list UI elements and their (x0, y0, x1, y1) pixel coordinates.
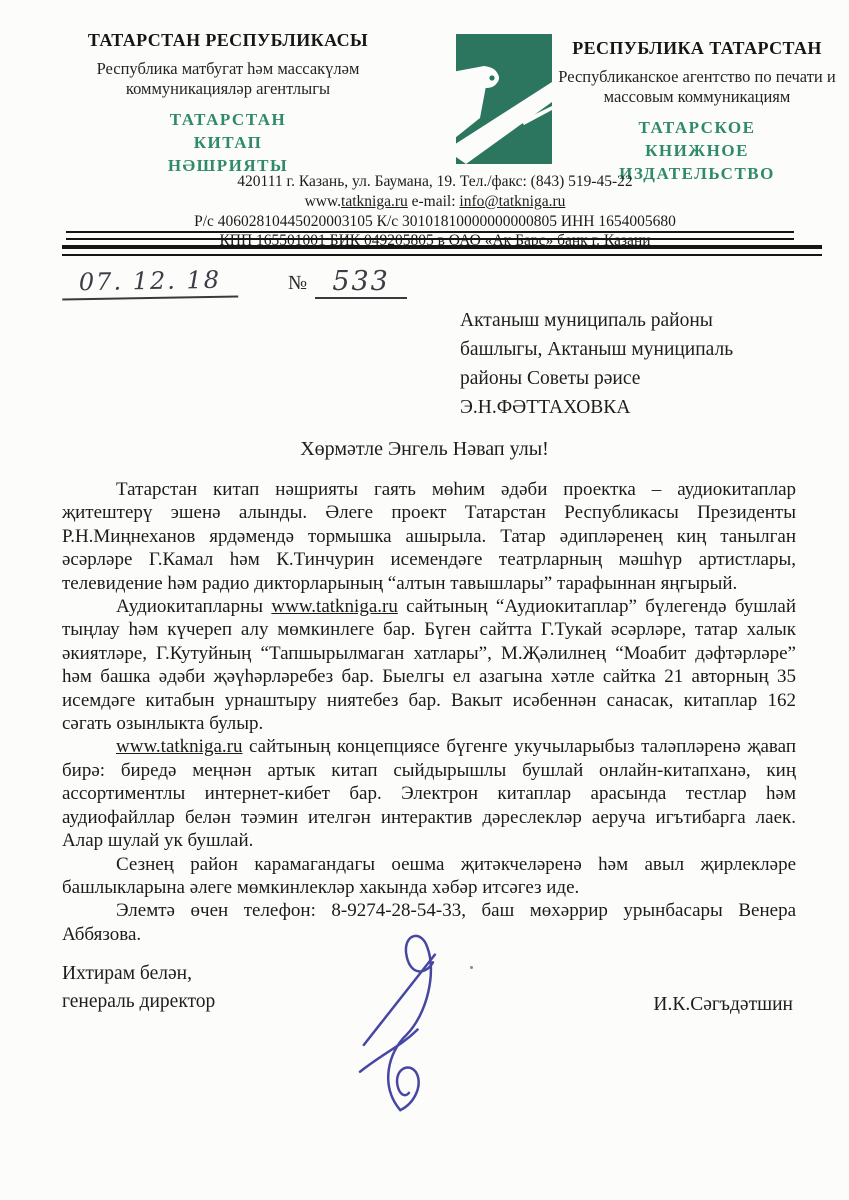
recipient-line: Актаныш муниципаль районы (460, 310, 713, 331)
bank-details-line: КПП 165501001 БИК 049205805 в ОАО «Ак Барс» банк г. Казани (219, 232, 651, 250)
paragraph-contact-phone: Элемтә өчен телефон: 8-9274-28-54-33, баш мөхәррир урынбасары Венера Аббязова. (62, 900, 796, 945)
salutation: Хөрмәтле Энгель Нәвап улы! (300, 438, 549, 460)
postal-address-line: 420111 г. Казань, ул. Баумана, 19. Тел./факс: (843) 519-45-22 (237, 173, 633, 190)
closing-line: Ихтирам белән, (62, 963, 192, 984)
site-link-text: www.tatkniga.ru (271, 596, 398, 618)
agency-name-russian: Республиканское агентство по печати и массовым коммуникациям (558, 67, 836, 107)
publisher-name-tatar-line2: КИТАП (193, 133, 263, 153)
publisher-bird-logo-icon (420, 26, 570, 172)
director-name: И.К.Сәгъдәтшин (653, 994, 793, 1015)
paragraph-text: сайтының “Аудиокитаплар” бүлегендә бушлай тыңлау һәм күчереп алу мөмкинлеге бар. Бүген сайтта Г.Тукай әсәрләре, татар халык әкиятләре, Г.Кутуйның “Тапшырылмаган хатлары”, М.Җәлилнең “Моабит дәфтәрләре” һәм башка әдәби җәүһәрләребез бар. Быелгы ел азагына хәтле сайтка 21 авторның 35 исемдәге китабын урнаштыру ниятебез бар. Вакыт исәбеннән санасак, китаплар 162 сәгать озынлыкта булыр. (62, 596, 797, 735)
recipient-block (460, 306, 733, 422)
paragraph-audiobook-project: Татарстан китап нәшрияты гаять мөһим әдәби проектка – аудиокитаплар җитештерү эшенә алынды. Әлеге проект Татарстан Республикасы Президенты Р.Н.Миңнеханов ярдәмендә тормышка ашырыла. Татар әдипләренең киң танылган әсәрләре Г.Камал һәм К.Тинчурин исемендәге театрларның мәшһүр артистлары, телевидение һәм радио дикторларының “алтын тавышлары” тарафыннан яңгырый. (62, 479, 796, 594)
publisher-name-tatar-line1: ТАТАРСТАН (169, 110, 287, 130)
paragraph-text: Аудиокитапларны (116, 596, 272, 618)
publisher-name-russian-line3: ИЗДАТЕЛЬСТВО (619, 164, 775, 184)
paragraph-text: сайтының концепциясе бүгенге укучыларыбыз таләпләренә җавап бирә: биредә меңнән артык китап сыйдырышлы бушлай онлайн-китапханә, киң ассортиментлы интернет-кибет бар. Электрон китаплар арасында тестлар һәм аудиофайллар белән тәэмин ителгән интерактив дәреслекләр аеруча игътибарга лаек. Алар шулай ук бушлай. (62, 736, 796, 852)
recipient-line: башлыгы, Актаныш муниципаль (460, 339, 734, 360)
separator-rule-thick (62, 245, 822, 256)
separator-rule-thin (66, 231, 794, 240)
bank-accounts-line: Р/с 40602810445020003105 К/с 30101810000000000805 ИНН 1654005680 (194, 212, 676, 230)
handwritten-date: 07. 12. 18 (62, 265, 239, 300)
publisher-name-russian-line1: ТАТАРСКОЕ (638, 118, 756, 138)
number-sign: № (288, 272, 308, 294)
header-left-block (52, 30, 404, 178)
republic-title-tatar: ТАТАРСТАН РЕСПУБЛИКАСЫ (87, 30, 369, 50)
closing-title: генераль директор (62, 991, 216, 1012)
closing-block (62, 960, 215, 1016)
handwritten-outgoing-number: 533 (315, 266, 407, 299)
reference-row (62, 266, 407, 299)
paragraph-site-concept (62, 735, 796, 852)
agency-name-tatar: Республика матбугат һәм массакүләм коммуникацияләр агентлыгы (96, 59, 360, 99)
recipient-name: Э.Н.ФӘТТАХОВКА (460, 397, 631, 418)
web-email-line (95, 192, 775, 212)
email-text: info@tatkniga.ru (459, 192, 566, 210)
handwritten-signature-icon (348, 922, 468, 1114)
publisher-name-russian-line2: КНИЖНОЕ (645, 141, 749, 161)
letter-body (62, 478, 796, 946)
ink-dot (470, 966, 473, 969)
paragraph-site-audiobooks (62, 595, 796, 735)
website-text: tatkniga.ru (341, 192, 408, 210)
header-right-block (556, 38, 838, 186)
site-link-text: www.tatkniga.ru (116, 736, 243, 758)
email-label: e-mail: (407, 192, 460, 210)
recipient-line: районы Советы рәисе (460, 368, 641, 389)
publisher-name-tatar (52, 109, 404, 178)
republic-title-russian: РЕСПУБЛИКА ТАТАРСТАН (572, 38, 822, 58)
paragraph-request: Сезнең район карамагандагы оешма җитәкчеләренә һәм авыл җирлекләре башлыкларына әлеге мөмкинлекләр хакында хәбәр итсәгез иде. (62, 853, 796, 898)
www-prefix: www. (304, 192, 342, 210)
publisher-name-tatar-line3: НӘШРИЯТЫ (167, 156, 289, 176)
